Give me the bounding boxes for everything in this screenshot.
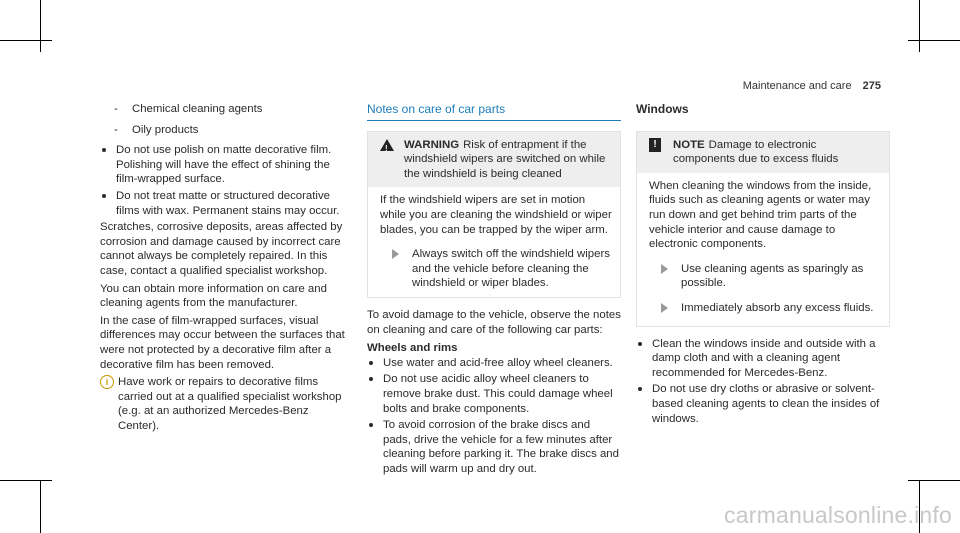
notice-icon: ! (649, 138, 661, 152)
instruction-step (380, 247, 612, 291)
notice-text: Damage to electronic components due to excess fluids (673, 138, 839, 166)
info-note (100, 375, 350, 433)
list-item: Do not use acidic alloy wheel cleaners to remove brake dust. This could damage wheel bolts and brake components. (367, 372, 621, 416)
section-heading: Windows (636, 102, 689, 116)
warning-body (368, 187, 620, 297)
notice-label: NOTE (673, 138, 705, 151)
arrow-icon (392, 249, 399, 259)
list-item: - Chemical cleaning agents (100, 102, 350, 117)
step-text: Immediately absorb any excess fluids. (681, 301, 874, 314)
step-text: Always switch off the windshield wipers and the vehicle before cleaning the windshield or wiper blades. (412, 248, 610, 290)
paragraph: If the windshield wipers are set in motion while you are cleaning the windshield or wiper blades, you can be trapped by the wiper arm. (380, 194, 612, 236)
paragraph: When cleaning the windows from the inside, fluids such as cleaning agents or water may run down and get behind trim parts of the vehicle interior and cause damage to electronic components. (649, 179, 872, 251)
left-column (100, 102, 350, 433)
page-header (743, 80, 881, 92)
watermark: carmanualsonline.info (724, 502, 952, 528)
info-icon: i (100, 375, 114, 389)
step-text: Use cleaning agents as sparingly as possible. (681, 262, 864, 290)
crop-mark (40, 0, 41, 52)
list-item: Use water and acid-free alloy wheel cleaners. (367, 356, 621, 371)
instruction-step (649, 301, 881, 316)
crop-mark (40, 481, 41, 533)
right-column (636, 102, 890, 428)
list-item: Do not use polish on matte decorative film. Polishing will have the effect of shining the film-wrapped surface. (100, 143, 350, 187)
notice-header (637, 132, 889, 173)
subheading: Wheels and rims (367, 342, 458, 355)
arrow-icon (661, 264, 668, 274)
crop-mark (0, 480, 52, 481)
middle-column (367, 102, 621, 478)
crop-mark (0, 40, 52, 41)
notice-box (636, 131, 890, 327)
warning-icon: ! (380, 139, 394, 151)
warning-header (368, 132, 620, 188)
crop-mark (908, 40, 960, 41)
arrow-icon (661, 303, 668, 313)
list-item: Do not treat matte or structured decorative films with wax. Permanent stains may occur. (100, 189, 350, 218)
page-number: 275 (862, 80, 881, 92)
note-text: Have work or repairs to decorative films carried out at a qualified specialist workshop (e.g. at an authorized Mercedes-Benz Center). (118, 376, 342, 432)
crop-mark (919, 0, 920, 52)
paragraph: In the case of film-wrapped surfaces, visual differences may occur between the surfaces that were not protected by a decorative film after a decorative film has been removed. (100, 314, 345, 371)
paragraph: Scratches, corrosive deposits, areas affected by corrosion and damage caused by incorrect care cannot always be completely repaired. In this case, contact a qualified specialist workshop. (100, 221, 343, 277)
list-item: To avoid corrosion of the brake discs and pads, drive the vehicle for a few minutes after cleaning before parking it. The brake discs and pads will warm up and dry out. (367, 418, 621, 476)
warning-text: Risk of entrapment if the windshield wipers are switched on while the windshield is being cleaned (404, 138, 606, 180)
list-item: Do not use dry cloths or abrasive or solvent-based cleaning agents to clean the insides of windows. (636, 382, 890, 426)
crop-mark (908, 480, 960, 481)
list-item: - Oily products (100, 123, 350, 138)
paragraph: To avoid damage to the vehicle, observe the notes on cleaning and care of the following car parts: (367, 308, 621, 336)
section-title: Maintenance and care (742, 80, 852, 92)
notice-body (637, 173, 889, 326)
instruction-step (649, 262, 881, 291)
paragraph: You can obtain more information on care and cleaning agents from the manufacturer. (100, 282, 327, 310)
warning-label: WARNING (404, 138, 460, 151)
section-heading: Notes on care of car parts (367, 102, 621, 121)
warning-box (367, 131, 621, 298)
list-item: Clean the windows inside and outside with a damp cloth and with a cleaning agent recommended for Mercedes-Benz. (636, 337, 890, 381)
